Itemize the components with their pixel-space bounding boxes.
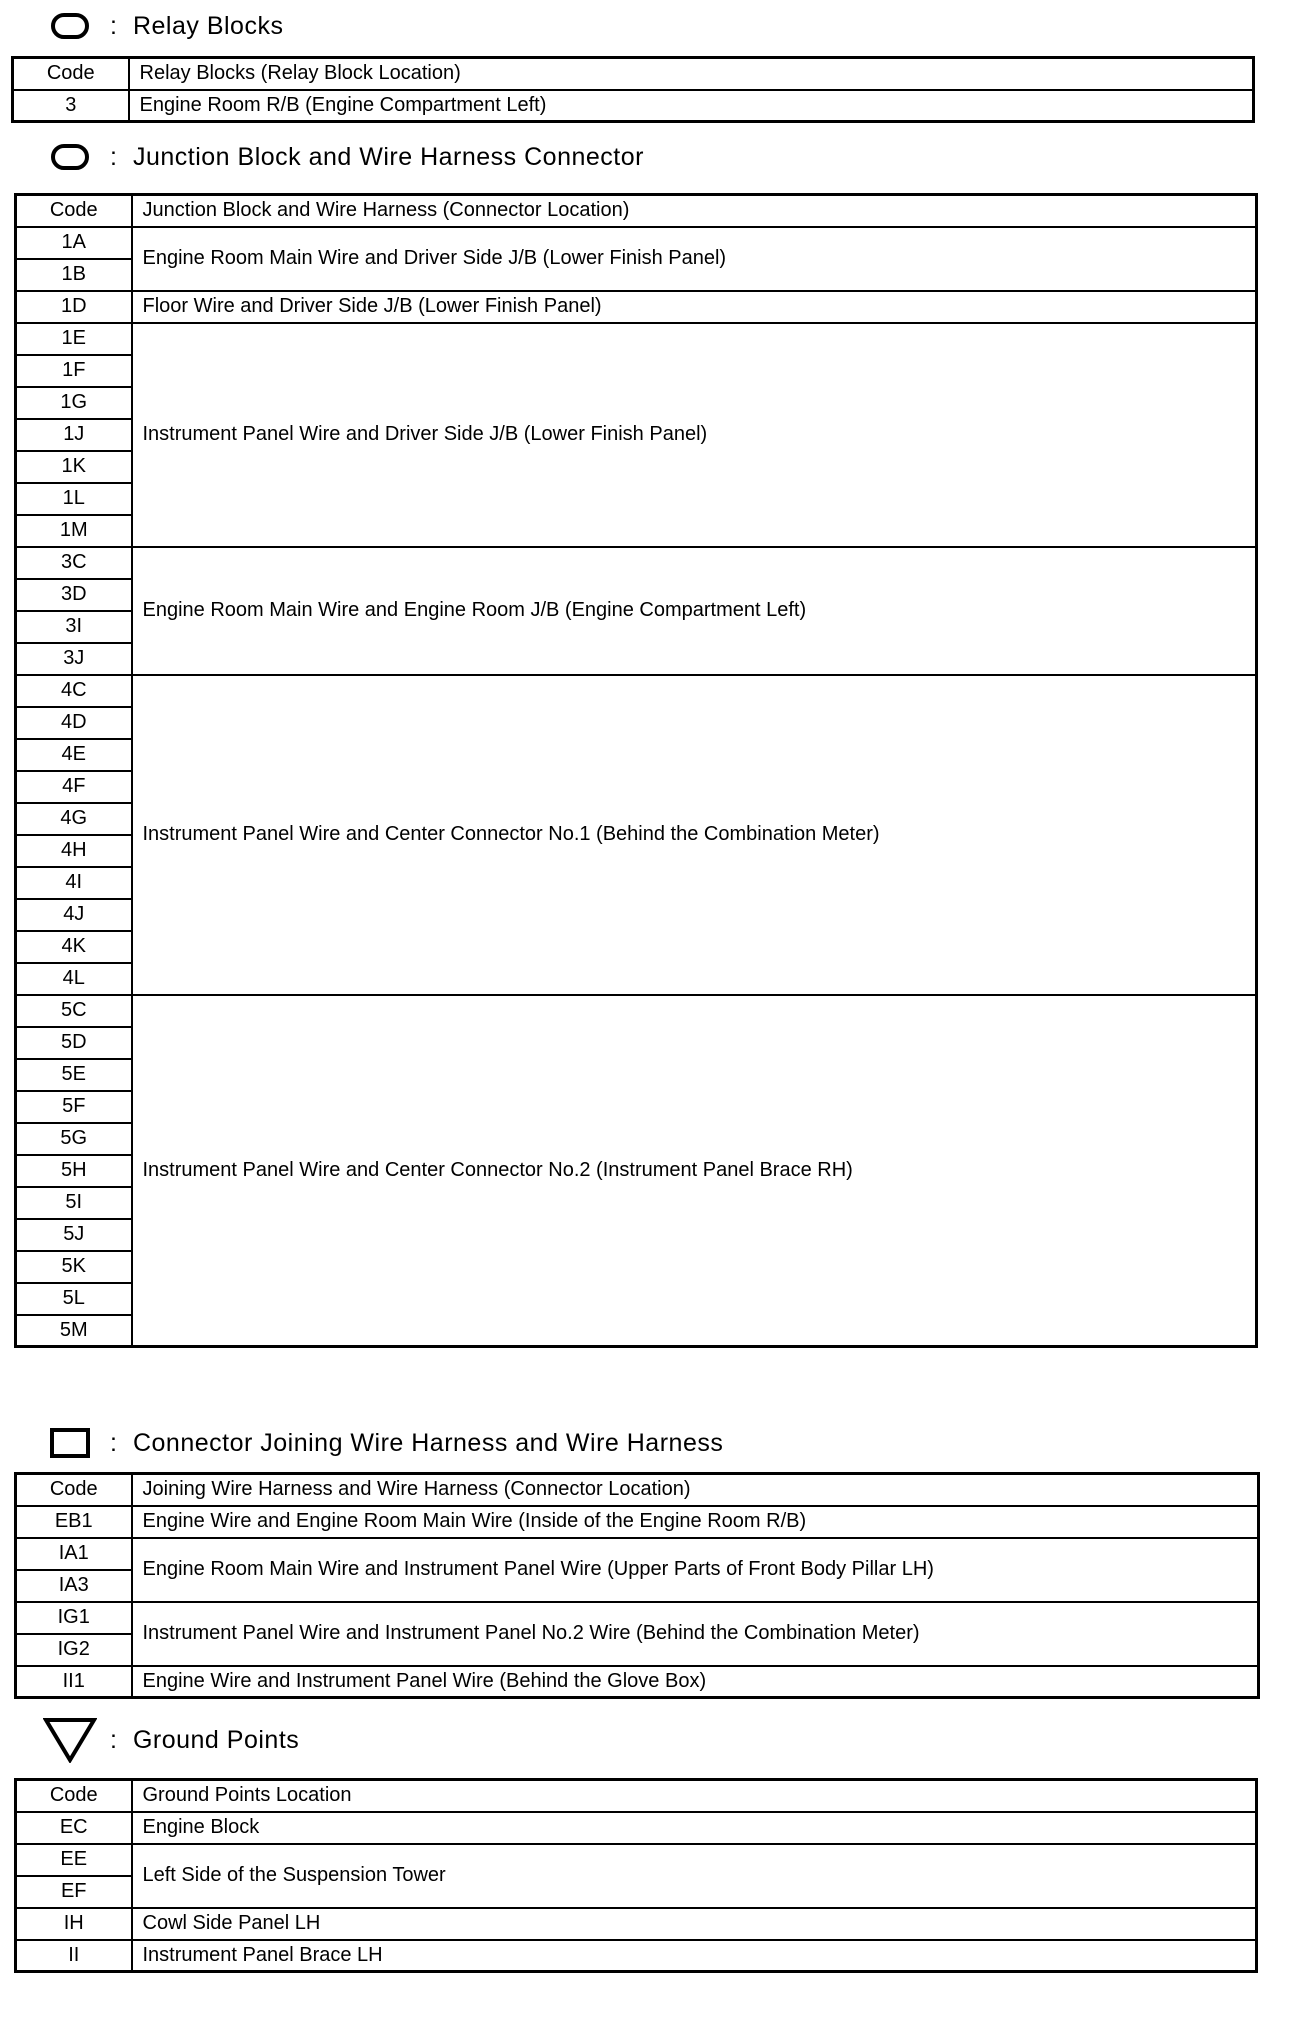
table-row <box>16 1602 1259 1634</box>
description-cell: Engine Room Main Wire and Instrument Panel Wire (Upper Parts of Front Body Pillar LH) <box>132 1538 1259 1602</box>
code-cell: EF <box>16 1876 132 1908</box>
table-row <box>16 1666 1259 1698</box>
table-row <box>16 547 1257 579</box>
code-cell: 4F <box>16 771 132 803</box>
junction-block-table <box>14 193 1258 1348</box>
table-row <box>16 1538 1259 1570</box>
code-cell: 3 <box>13 90 129 122</box>
description-cell: Instrument Panel Wire and Driver Side J/B (Lower Finish Panel) <box>132 323 1257 547</box>
code-cell: IA1 <box>16 1538 132 1570</box>
rectangle-icon <box>40 1428 100 1458</box>
code-cell: 3J <box>16 643 132 675</box>
description-cell: Engine Room R/B (Engine Compartment Left) <box>129 90 1254 122</box>
description-cell: Cowl Side Panel LH <box>132 1908 1257 1940</box>
table-header-row <box>16 195 1257 227</box>
table-row <box>16 227 1257 259</box>
table-row <box>16 1908 1257 1940</box>
heading-colon: : <box>110 11 117 40</box>
rounded-rect-icon <box>40 144 100 170</box>
rounded-rect-icon <box>40 13 100 39</box>
description-cell: Left Side of the Suspension Tower <box>132 1844 1257 1908</box>
description-cell: Instrument Panel Wire and Center Connector No.2 (Instrument Panel Brace RH) <box>132 995 1257 1347</box>
junction-heading-title: Junction Block and Wire Harness Connector <box>132 142 644 171</box>
description-cell: Engine Wire and Engine Room Main Wire (Inside of the Engine Room R/B) <box>132 1506 1259 1538</box>
code-cell: 4C <box>16 675 132 707</box>
code-cell: EE <box>16 1844 132 1876</box>
code-cell: 1A <box>16 227 132 259</box>
code-cell: 4K <box>16 931 132 963</box>
code-cell: 1K <box>16 451 132 483</box>
header-code: Code <box>16 1780 132 1812</box>
code-cell: 3D <box>16 579 132 611</box>
code-cell: 4I <box>16 867 132 899</box>
header-description: Joining Wire Harness and Wire Harness (Connector Location) <box>132 1474 1259 1506</box>
description-cell: Instrument Panel Wire and Instrument Panel No.2 Wire (Behind the Combination Meter) <box>132 1602 1259 1666</box>
code-cell: 3C <box>16 547 132 579</box>
connector-heading <box>40 1423 723 1463</box>
code-cell: 5J <box>16 1219 132 1251</box>
header-description: Ground Points Location <box>132 1780 1257 1812</box>
code-cell: II1 <box>16 1666 132 1698</box>
code-cell: 4E <box>16 739 132 771</box>
code-cell: 4J <box>16 899 132 931</box>
table-row <box>16 675 1257 707</box>
table-row <box>16 291 1257 323</box>
triangle-icon <box>40 1717 100 1763</box>
description-cell: Engine Wire and Instrument Panel Wire (Behind the Glove Box) <box>132 1666 1259 1698</box>
ground-heading-title: Ground Points <box>132 1725 300 1754</box>
code-cell: II <box>16 1940 132 1972</box>
code-cell: 1F <box>16 355 132 387</box>
relay-heading-title: Relay Blocks <box>132 11 284 40</box>
code-cell: 1D <box>16 291 132 323</box>
connector-heading-title: Connector Joining Wire Harness and Wire Harness <box>132 1428 724 1457</box>
header-description: Relay Blocks (Relay Block Location) <box>129 58 1254 90</box>
description-cell: Instrument Panel Brace LH <box>132 1940 1257 1972</box>
code-cell: 1G <box>16 387 132 419</box>
code-cell: 1E <box>16 323 132 355</box>
code-cell: IA3 <box>16 1570 132 1602</box>
code-cell: 5G <box>16 1123 132 1155</box>
table-header-row <box>13 58 1254 90</box>
code-cell: 5H <box>16 1155 132 1187</box>
code-cell: 1L <box>16 483 132 515</box>
junction-heading <box>40 137 644 177</box>
description-cell: Instrument Panel Wire and Center Connector No.1 (Behind the Combination Meter) <box>132 675 1257 995</box>
description-cell: Floor Wire and Driver Side J/B (Lower Finish Panel) <box>132 291 1257 323</box>
code-cell: IH <box>16 1908 132 1940</box>
code-cell: IG2 <box>16 1634 132 1666</box>
code-cell: 3I <box>16 611 132 643</box>
code-cell: 5L <box>16 1283 132 1315</box>
table-row <box>13 90 1254 122</box>
heading-colon: : <box>110 1725 117 1754</box>
code-cell: 4H <box>16 835 132 867</box>
table-row <box>16 1844 1257 1876</box>
heading-colon: : <box>110 1428 117 1457</box>
code-cell: IG1 <box>16 1602 132 1634</box>
code-cell: 5I <box>16 1187 132 1219</box>
description-cell: Engine Room Main Wire and Engine Room J/B (Engine Compartment Left) <box>132 547 1257 675</box>
ground-heading <box>40 1720 299 1760</box>
header-code: Code <box>13 58 129 90</box>
code-cell: 1M <box>16 515 132 547</box>
relay-blocks-table <box>11 56 1255 123</box>
code-cell: 5D <box>16 1027 132 1059</box>
code-cell: 4G <box>16 803 132 835</box>
code-cell: EB1 <box>16 1506 132 1538</box>
table-row <box>16 1812 1257 1844</box>
header-code: Code <box>16 1474 132 1506</box>
table-row <box>16 1940 1257 1972</box>
description-cell: Engine Block <box>132 1812 1257 1844</box>
code-cell: 1B <box>16 259 132 291</box>
code-cell: 4D <box>16 707 132 739</box>
code-cell: 5M <box>16 1315 132 1347</box>
code-cell: 5C <box>16 995 132 1027</box>
table-row <box>16 995 1257 1027</box>
code-cell: 5K <box>16 1251 132 1283</box>
description-cell: Engine Room Main Wire and Driver Side J/B (Lower Finish Panel) <box>132 227 1257 291</box>
ground-points-table <box>14 1778 1258 1973</box>
table-header-row <box>16 1780 1257 1812</box>
code-cell: 1J <box>16 419 132 451</box>
header-description: Junction Block and Wire Harness (Connector Location) <box>132 195 1257 227</box>
connector-table <box>14 1472 1260 1699</box>
code-cell: 5F <box>16 1091 132 1123</box>
code-cell: EC <box>16 1812 132 1844</box>
code-cell: 5E <box>16 1059 132 1091</box>
table-header-row <box>16 1474 1259 1506</box>
relay-heading <box>40 6 283 46</box>
table-row <box>16 1506 1259 1538</box>
code-cell: 4L <box>16 963 132 995</box>
table-row <box>16 323 1257 355</box>
heading-colon: : <box>110 142 117 171</box>
header-code: Code <box>16 195 132 227</box>
